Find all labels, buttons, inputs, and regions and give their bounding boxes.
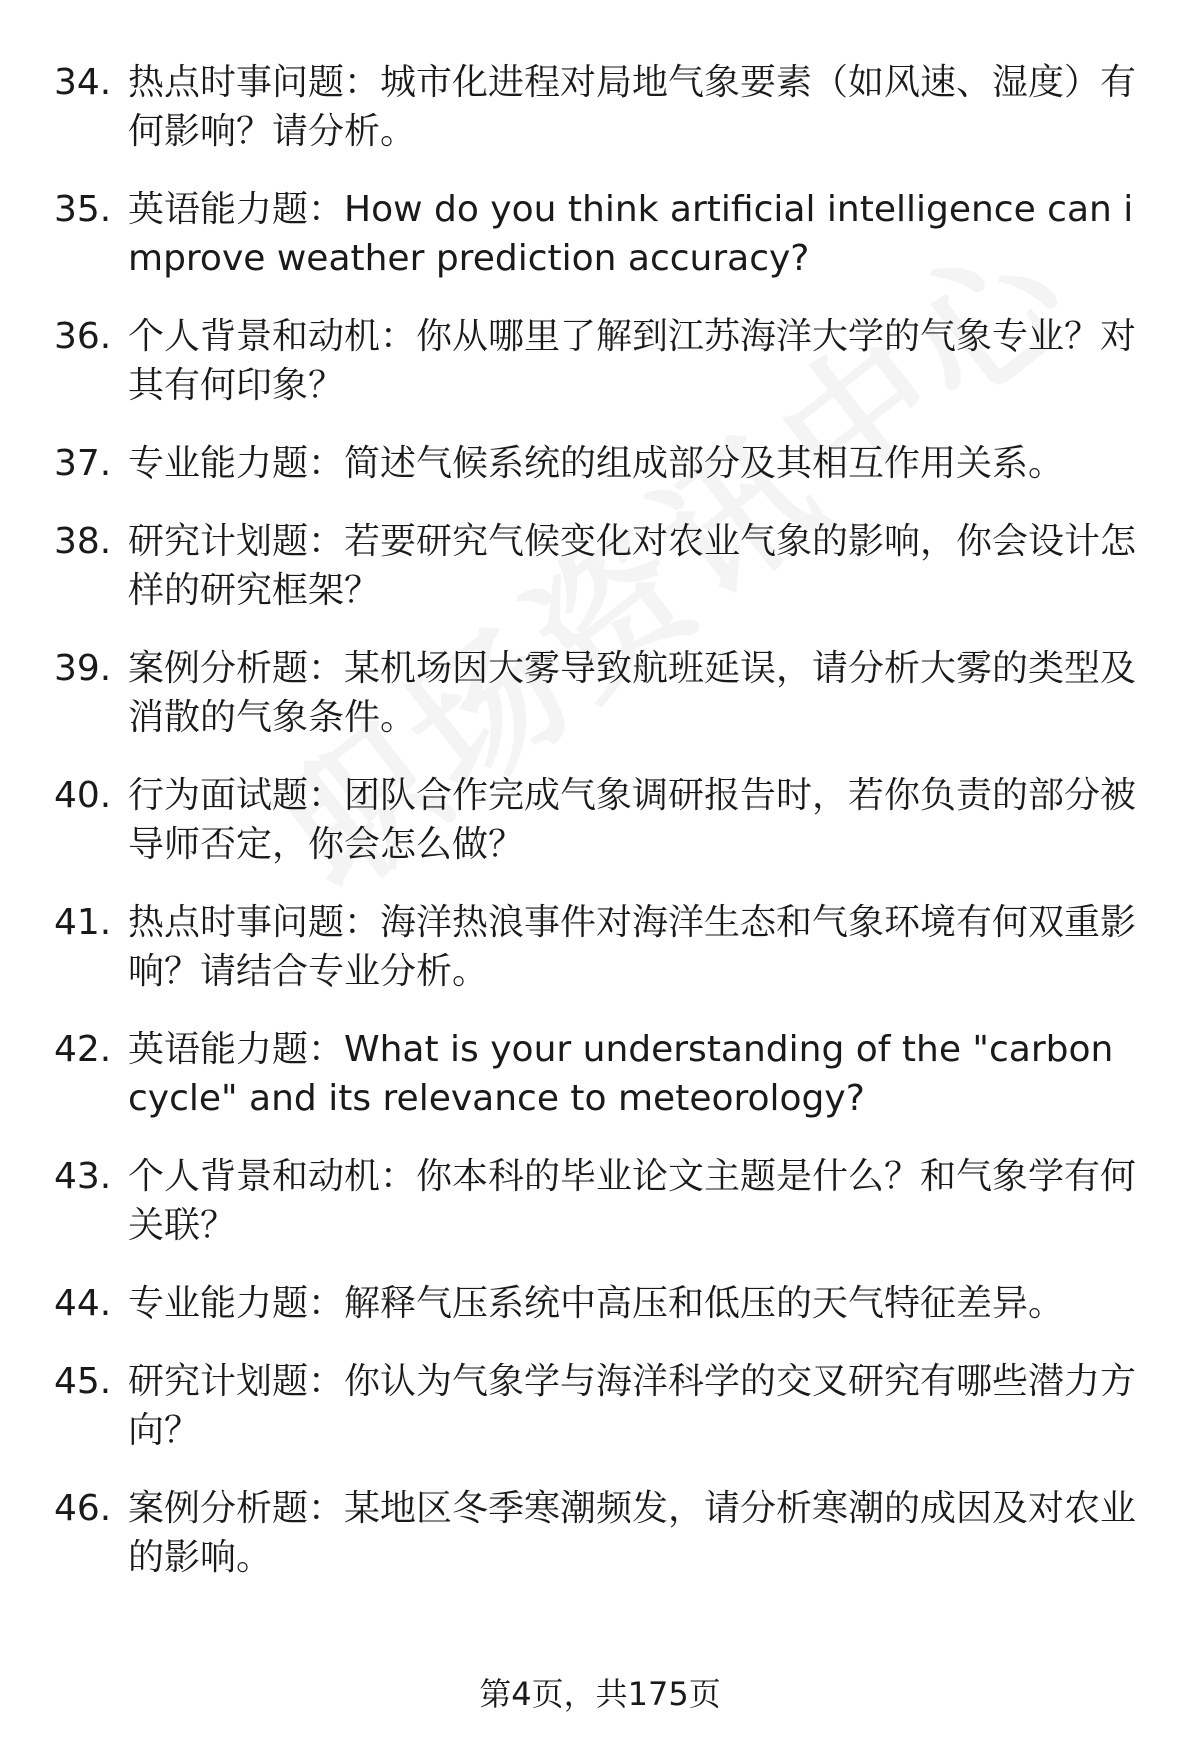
question-item <box>54 898 1144 996</box>
question-text: 专业能力题：简述气候系统的组成部分及其相互作用关系。 <box>128 443 1065 484</box>
question-item <box>54 517 1144 615</box>
question-item <box>54 644 1144 742</box>
question-number: 34. <box>54 62 112 103</box>
question-number: 46. <box>54 1488 112 1529</box>
question-number: 42. <box>54 1029 112 1070</box>
question-number: 39. <box>54 648 112 689</box>
question-text: 英语能力题：What is your understanding of the "carbon cycle" and its relevance to meteorology? <box>128 1029 1114 1119</box>
question-text: 案例分析题：某机场因大雾导致航班延误，请分析大雾的类型及消散的气象条件。 <box>128 648 1137 738</box>
question-item <box>54 1484 1144 1582</box>
question-list <box>54 58 1144 1611</box>
question-number: 45. <box>54 1361 112 1402</box>
page-footer: 第4页，共175页 <box>479 1675 721 1713</box>
question-item <box>54 1357 1144 1455</box>
question-text: 个人背景和动机：你本科的毕业论文主题是什么？和气象学有何关联？ <box>128 1156 1137 1246</box>
question-number: 43. <box>54 1156 112 1197</box>
question-number: 40. <box>54 775 112 816</box>
question-item <box>54 185 1144 283</box>
question-item <box>54 58 1144 156</box>
question-number: 44. <box>54 1283 112 1324</box>
question-number: 41. <box>54 902 112 943</box>
question-number: 38. <box>54 521 112 562</box>
question-text: 专业能力题：解释气压系统中高压和低压的天气特征差异。 <box>128 1283 1065 1324</box>
question-number: 37. <box>54 443 112 484</box>
question-text: 案例分析题：某地区冬季寒潮频发，请分析寒潮的成因及对农业的影响。 <box>128 1488 1137 1578</box>
question-text: 研究计划题：你认为气象学与海洋科学的交叉研究有哪些潜力方向？ <box>128 1361 1137 1451</box>
question-text: 行为面试题：团队合作完成气象调研报告时，若你负责的部分被导师否定，你会怎么做？ <box>128 775 1137 865</box>
question-item <box>54 439 1144 488</box>
question-text: 热点时事问题：城市化进程对局地气象要素（如风速、湿度）有何影响？请分析。 <box>128 62 1137 152</box>
question-text: 英语能力题：How do you think artificial intelligence can improve weather prediction accuracy? <box>128 189 1134 279</box>
question-text: 研究计划题：若要研究气候变化对农业气象的影响，你会设计怎样的研究框架？ <box>128 521 1137 611</box>
question-item <box>54 1279 1144 1328</box>
question-number: 36. <box>54 316 112 357</box>
question-item <box>54 1152 1144 1250</box>
question-item <box>54 771 1144 869</box>
question-number: 35. <box>54 189 112 230</box>
question-item <box>54 312 1144 410</box>
question-item <box>54 1025 1144 1123</box>
question-text: 热点时事问题：海洋热浪事件对海洋生态和气象环境有何双重影响？请结合专业分析。 <box>128 902 1137 992</box>
question-text: 个人背景和动机：你从哪里了解到江苏海洋大学的气象专业？对其有何印象？ <box>128 316 1137 406</box>
